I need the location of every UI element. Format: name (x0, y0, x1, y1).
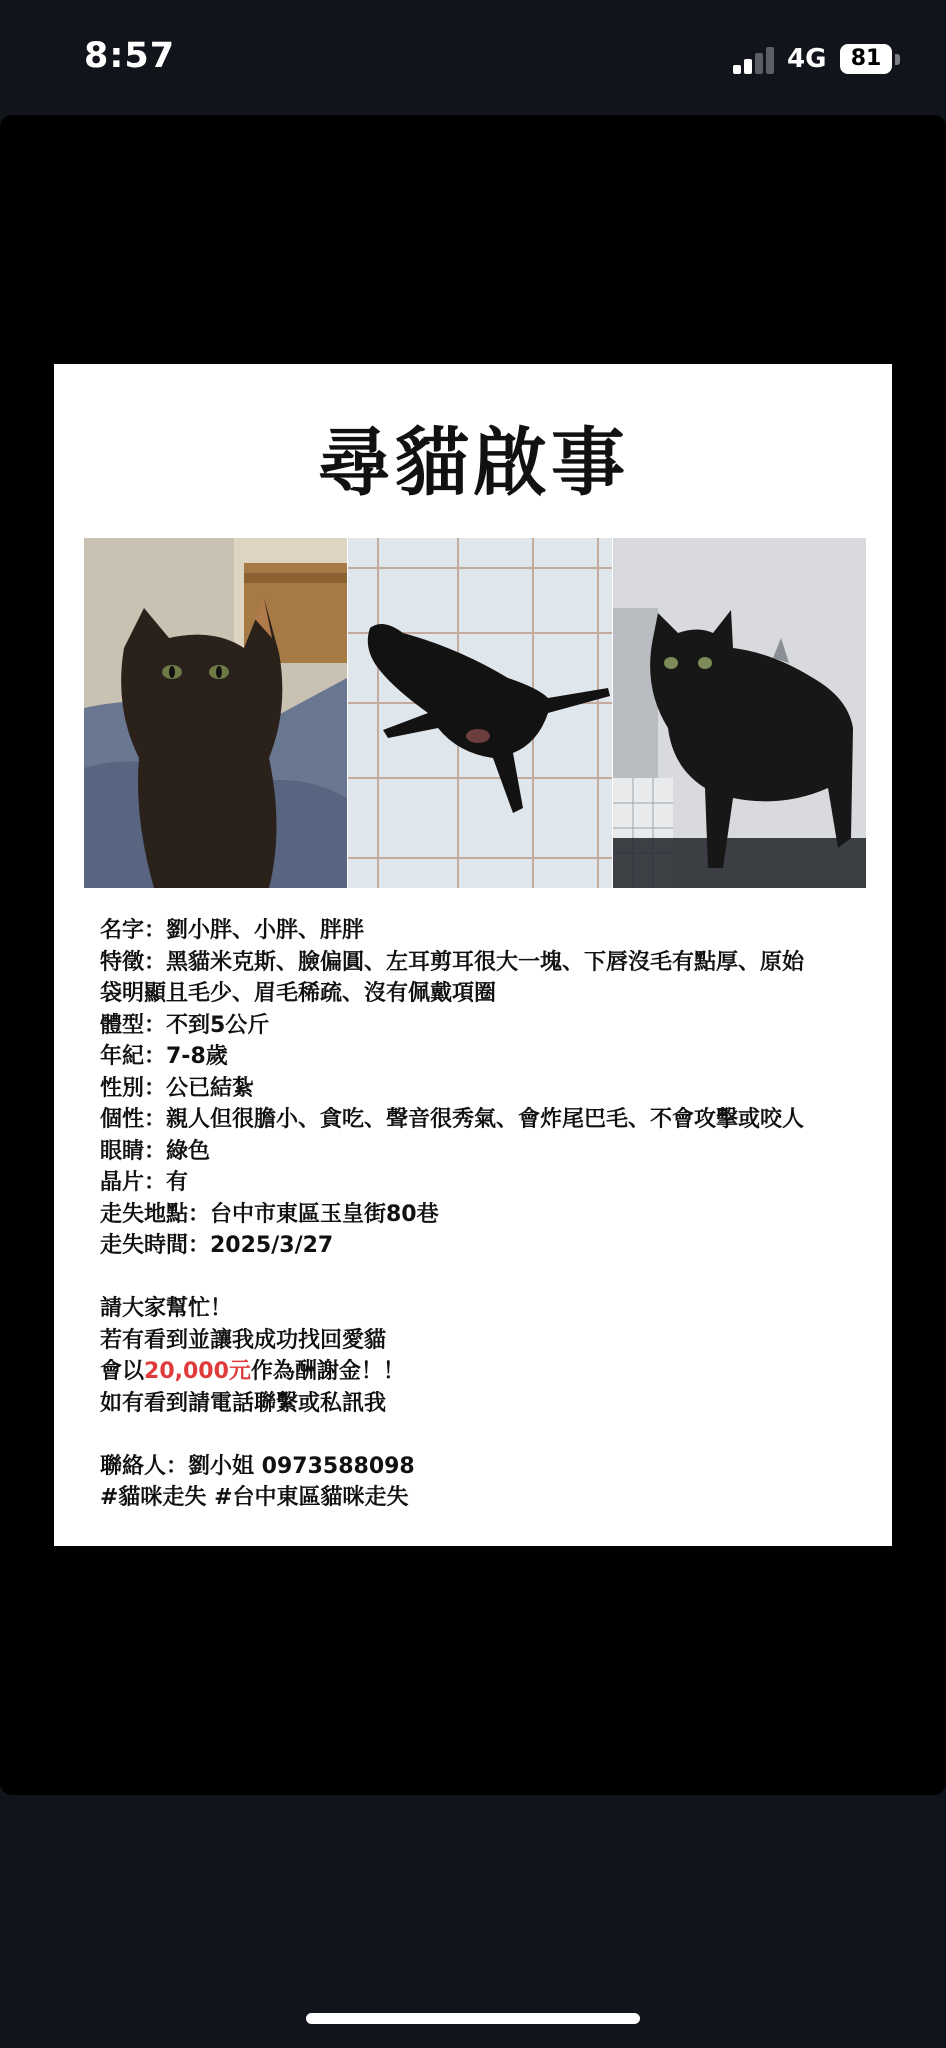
reward-prefix: 會以 (100, 1359, 145, 1384)
status-bar (0, 0, 946, 115)
reward-suffix: 作為酬謝金！！ (250, 1359, 405, 1384)
spacer (100, 1419, 860, 1451)
battery-tip (895, 54, 900, 65)
appeal-reward-line (100, 1356, 860, 1388)
cellular-signal-icon (733, 46, 777, 74)
detail-weight: 體型：不到5公斤 (100, 1012, 270, 1038)
cat-details (100, 915, 860, 1514)
contact-info: 聯絡人：劉小姐 0973588098 (100, 1453, 415, 1479)
battery-icon: 81 (840, 44, 892, 74)
appeal-line1: 請大家幫忙！ (100, 1296, 233, 1321)
home-indicator[interactable] (306, 2013, 640, 2024)
poster-title: 尋貓啟事 (317, 420, 629, 506)
detail-lost-location: 走失地點：台中市東區玉皇街80巷 (100, 1201, 439, 1227)
cat-photo-bed (84, 538, 347, 888)
detail-eyes: 眼睛：綠色 (100, 1138, 211, 1164)
detail-personality: 個性：親人但很膽小、貪吃、聲音很秀氣、會炸尾巴毛、不會攻擊或咬人 (100, 1107, 805, 1132)
detail-age: 年紀：7-8歲 (100, 1044, 228, 1069)
detail-chip: 晶片：有 (100, 1170, 189, 1195)
lost-cat-poster[interactable] (54, 364, 892, 1546)
status-time: 8:57 (84, 36, 176, 76)
cat-photo-desk (613, 538, 866, 888)
detail-lost-time: 走失時間：2025/3/27 (100, 1233, 334, 1258)
detail-features-line1: 特徵：黑貓米克斯、臉偏圓、左耳剪耳很大一塊、下唇沒毛有點厚、原始 (100, 949, 805, 975)
detail-sex: 性別：公已結紮 (100, 1075, 255, 1101)
reward-amount: 20,000元 (144, 1359, 251, 1384)
cat-photo-tiles (348, 538, 612, 888)
appeal-line4: 如有看到請電話聯繫或私訊我 (100, 1390, 387, 1416)
detail-features-line2: 袋明顯且毛少、眉毛稀疏、沒有佩戴項圈 (100, 981, 497, 1006)
detail-name: 名字：劉小胖、小胖、胖胖 (100, 918, 365, 943)
network-type: 4G (787, 44, 827, 74)
spacer (100, 1262, 860, 1294)
hashtags: #貓咪走失 #台中東區貓咪走失 (100, 1485, 409, 1510)
appeal-line2: 若有看到並讓我成功找回愛貓 (100, 1327, 387, 1353)
